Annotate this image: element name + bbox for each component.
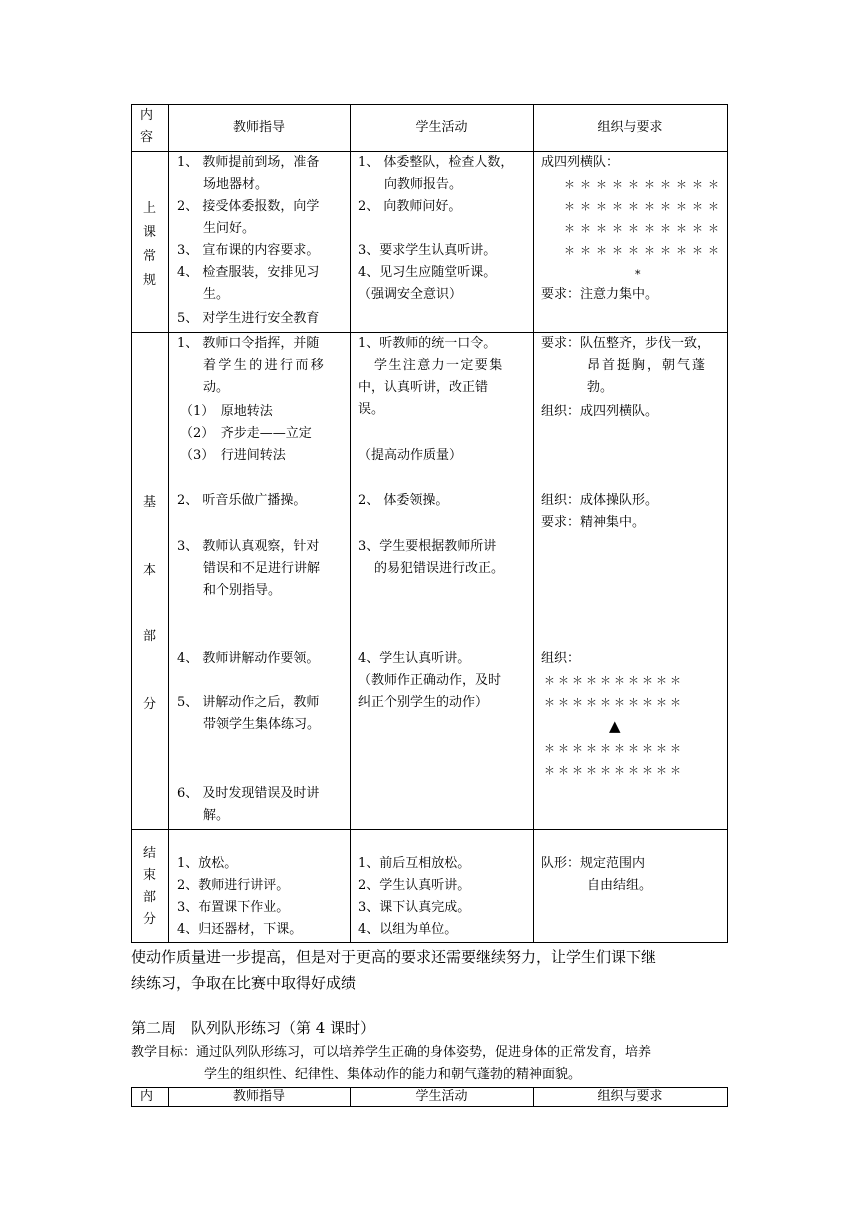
org-item: 组织： <box>541 651 581 666</box>
section-label: 部 <box>143 629 157 644</box>
student-item: 4、见习生应随堂听课。 <box>358 265 497 280</box>
teacher-item: 4、归还器材，下课。 <box>177 922 303 937</box>
teaching-goal-line: 学生的组织性、纪律性、集体动作的能力和朝气蓬勃的精神面貌。 <box>204 1067 582 1082</box>
student-item: 学生注意力一定要集 <box>374 358 504 373</box>
section-label: 课 <box>143 225 157 240</box>
table-border <box>131 104 132 943</box>
teacher-item: 生。 <box>203 287 230 302</box>
teacher-item: （1） 原地转法 <box>180 404 273 419</box>
student-item: （强调安全意识） <box>358 287 463 302</box>
header-org: 组织与要求 <box>597 1089 663 1104</box>
section-label: 规 <box>143 273 157 288</box>
header-content: 内 <box>140 1089 154 1104</box>
teacher-item: 错误和不足进行讲解 <box>203 561 321 576</box>
org-item: 成四列横队： <box>541 155 620 170</box>
section-label: 结 <box>143 846 157 861</box>
teacher-item: 2、教师进行讲评。 <box>177 878 290 893</box>
student-item: 1、听教师的统一口令。 <box>358 336 497 351</box>
teacher-item: 2、 听音乐做广播操。 <box>177 493 307 508</box>
org-item: 昂首挺胸，朝气蓬 <box>587 358 708 373</box>
body-paragraph-line: 使动作质量进一步提高，但是对于更高的要求还需要继续努力，让学生们课下继 <box>131 948 657 966</box>
teacher-item: 1、 教师提前到场，准备 <box>177 155 320 170</box>
student-item: 2、 向教师问好。 <box>358 199 462 214</box>
header-student: 学生活动 <box>415 120 468 135</box>
formation-stars: ＊＊＊＊＊＊＊＊＊＊ <box>564 222 724 235</box>
org-item: 要求：注意力集中。 <box>541 287 659 302</box>
teacher-item: 5、 对学生进行安全教育 <box>177 311 320 326</box>
body-paragraph-line: 续练习，争取在比赛中取得好成绩 <box>131 974 357 992</box>
teacher-item: 场地器材。 <box>203 177 269 192</box>
org-item: 组织：成体操队形。 <box>541 493 659 508</box>
table-border <box>350 104 351 943</box>
header-content: 内 <box>140 108 154 123</box>
header-org: 组织与要求 <box>597 120 663 135</box>
teacher-item: 生问好。 <box>203 221 256 236</box>
student-item: 2、 体委领操。 <box>358 493 449 508</box>
teacher-item: （3） 行进间转法 <box>180 448 286 463</box>
teacher-item: 4、 教师讲解动作要领。 <box>177 651 320 666</box>
section-label: 本 <box>143 563 157 578</box>
section-label: 常 <box>143 249 157 264</box>
formation-stars: ＊＊＊＊＊＊＊＊＊＊ <box>544 742 684 755</box>
teacher-item: 动。 <box>203 380 230 395</box>
org-item: 自由结组。 <box>587 878 653 893</box>
student-item: 的易犯错误进行改正。 <box>374 561 505 576</box>
formation-stars: ＊＊＊＊＊＊＊＊＊＊ <box>544 696 684 709</box>
table-border <box>131 942 728 943</box>
student-item: 1、 体委整队，检查人数， <box>358 155 514 170</box>
org-item: 要求：精神集中。 <box>541 515 646 530</box>
header-student: 学生活动 <box>415 1089 468 1104</box>
formation-stars: ＊＊＊＊＊＊＊＊＊＊ <box>544 674 684 687</box>
teacher-item: 5、 讲解动作之后，教师 <box>177 695 320 710</box>
student-item: 3、要求学生认真听讲。 <box>358 243 497 258</box>
section-label: 分 <box>143 697 157 712</box>
teacher-item: （2） 齐步走——立定 <box>180 426 312 441</box>
student-item: 3、学生要根据教师所讲 <box>358 539 497 554</box>
teacher-item: 解。 <box>203 808 230 823</box>
section-label: 基 <box>143 495 157 510</box>
org-item: 要求：队伍整齐，步伐一致， <box>541 336 711 351</box>
formation-stars: ＊＊＊＊＊＊＊＊＊＊ <box>564 200 724 213</box>
table-border <box>131 829 728 830</box>
student-item: 误。 <box>358 402 385 417</box>
teaching-goal-line: 教学目标：通过队列队形练习，可以培养学生正确的身体姿势，促进身体的正常发育，培养 <box>131 1045 652 1060</box>
section-label: 部 <box>143 890 157 905</box>
teacher-item: 1、放松。 <box>177 856 238 871</box>
table-border <box>727 104 728 943</box>
teacher-item: 3、布置课下作业。 <box>177 900 290 915</box>
section-label: 分 <box>143 912 157 927</box>
teacher-item: 着学生的进行而移 <box>203 358 327 373</box>
header-teacher: 教师指导 <box>232 120 285 135</box>
table-border <box>727 1087 728 1107</box>
org-item: 队形：规定范围内 <box>541 856 646 871</box>
teacher-item: 和个别指导。 <box>203 583 282 598</box>
teacher-item: 6、 及时发现错误及时讲 <box>177 786 320 801</box>
week-title: 第二周 队列队形练习（第 4 课时） <box>131 1019 376 1037</box>
teacher-position-icon: ▲ <box>609 717 621 735</box>
teacher-item: 4、 检查服装，安排见习 <box>177 265 320 280</box>
student-item: 1、前后互相放松。 <box>358 856 471 871</box>
teacher-item: 3、 教师认真观察，针对 <box>177 539 320 554</box>
org-item: 勃。 <box>587 380 614 395</box>
teacher-item: 带领学生集体练习。 <box>203 717 321 732</box>
formation-stars: ＊＊＊＊＊＊＊＊＊＊ <box>564 178 724 191</box>
header-teacher: 教师指导 <box>232 1089 285 1104</box>
student-item: 4、以组为单位。 <box>358 922 458 937</box>
header-content: 容 <box>140 130 154 145</box>
student-item: 4、学生认真听讲。 <box>358 651 471 666</box>
table-border <box>131 1087 132 1107</box>
teacher-item: 1、 教师口令指挥，并随 <box>177 336 320 351</box>
student-item: （教师作正确动作，及时 <box>358 673 502 688</box>
student-item: 3、课下认真完成。 <box>358 900 471 915</box>
table-border <box>533 104 534 943</box>
formation-star: * <box>635 268 641 281</box>
student-item: （提高动作质量） <box>358 448 463 463</box>
section-label: 束 <box>143 868 157 883</box>
teacher-item: 2、 接受体委报数，向学 <box>177 199 320 214</box>
table-border <box>168 104 169 943</box>
teacher-item: 3、 宣布课的内容要求。 <box>177 243 320 258</box>
formation-stars: ＊＊＊＊＊＊＊＊＊＊ <box>564 244 724 257</box>
formation-stars: ＊＊＊＊＊＊＊＊＊＊ <box>544 764 684 777</box>
table-border <box>131 104 728 105</box>
student-item: 中，认真听讲，改正错 <box>358 380 489 395</box>
section-label: 上 <box>143 201 157 216</box>
student-item: 纠正个别学生的动作） <box>358 695 489 710</box>
org-item: 组织：成四列横队。 <box>541 404 659 419</box>
student-item: 向教师报告。 <box>384 177 463 192</box>
student-item: 2、学生认真听讲。 <box>358 878 471 893</box>
